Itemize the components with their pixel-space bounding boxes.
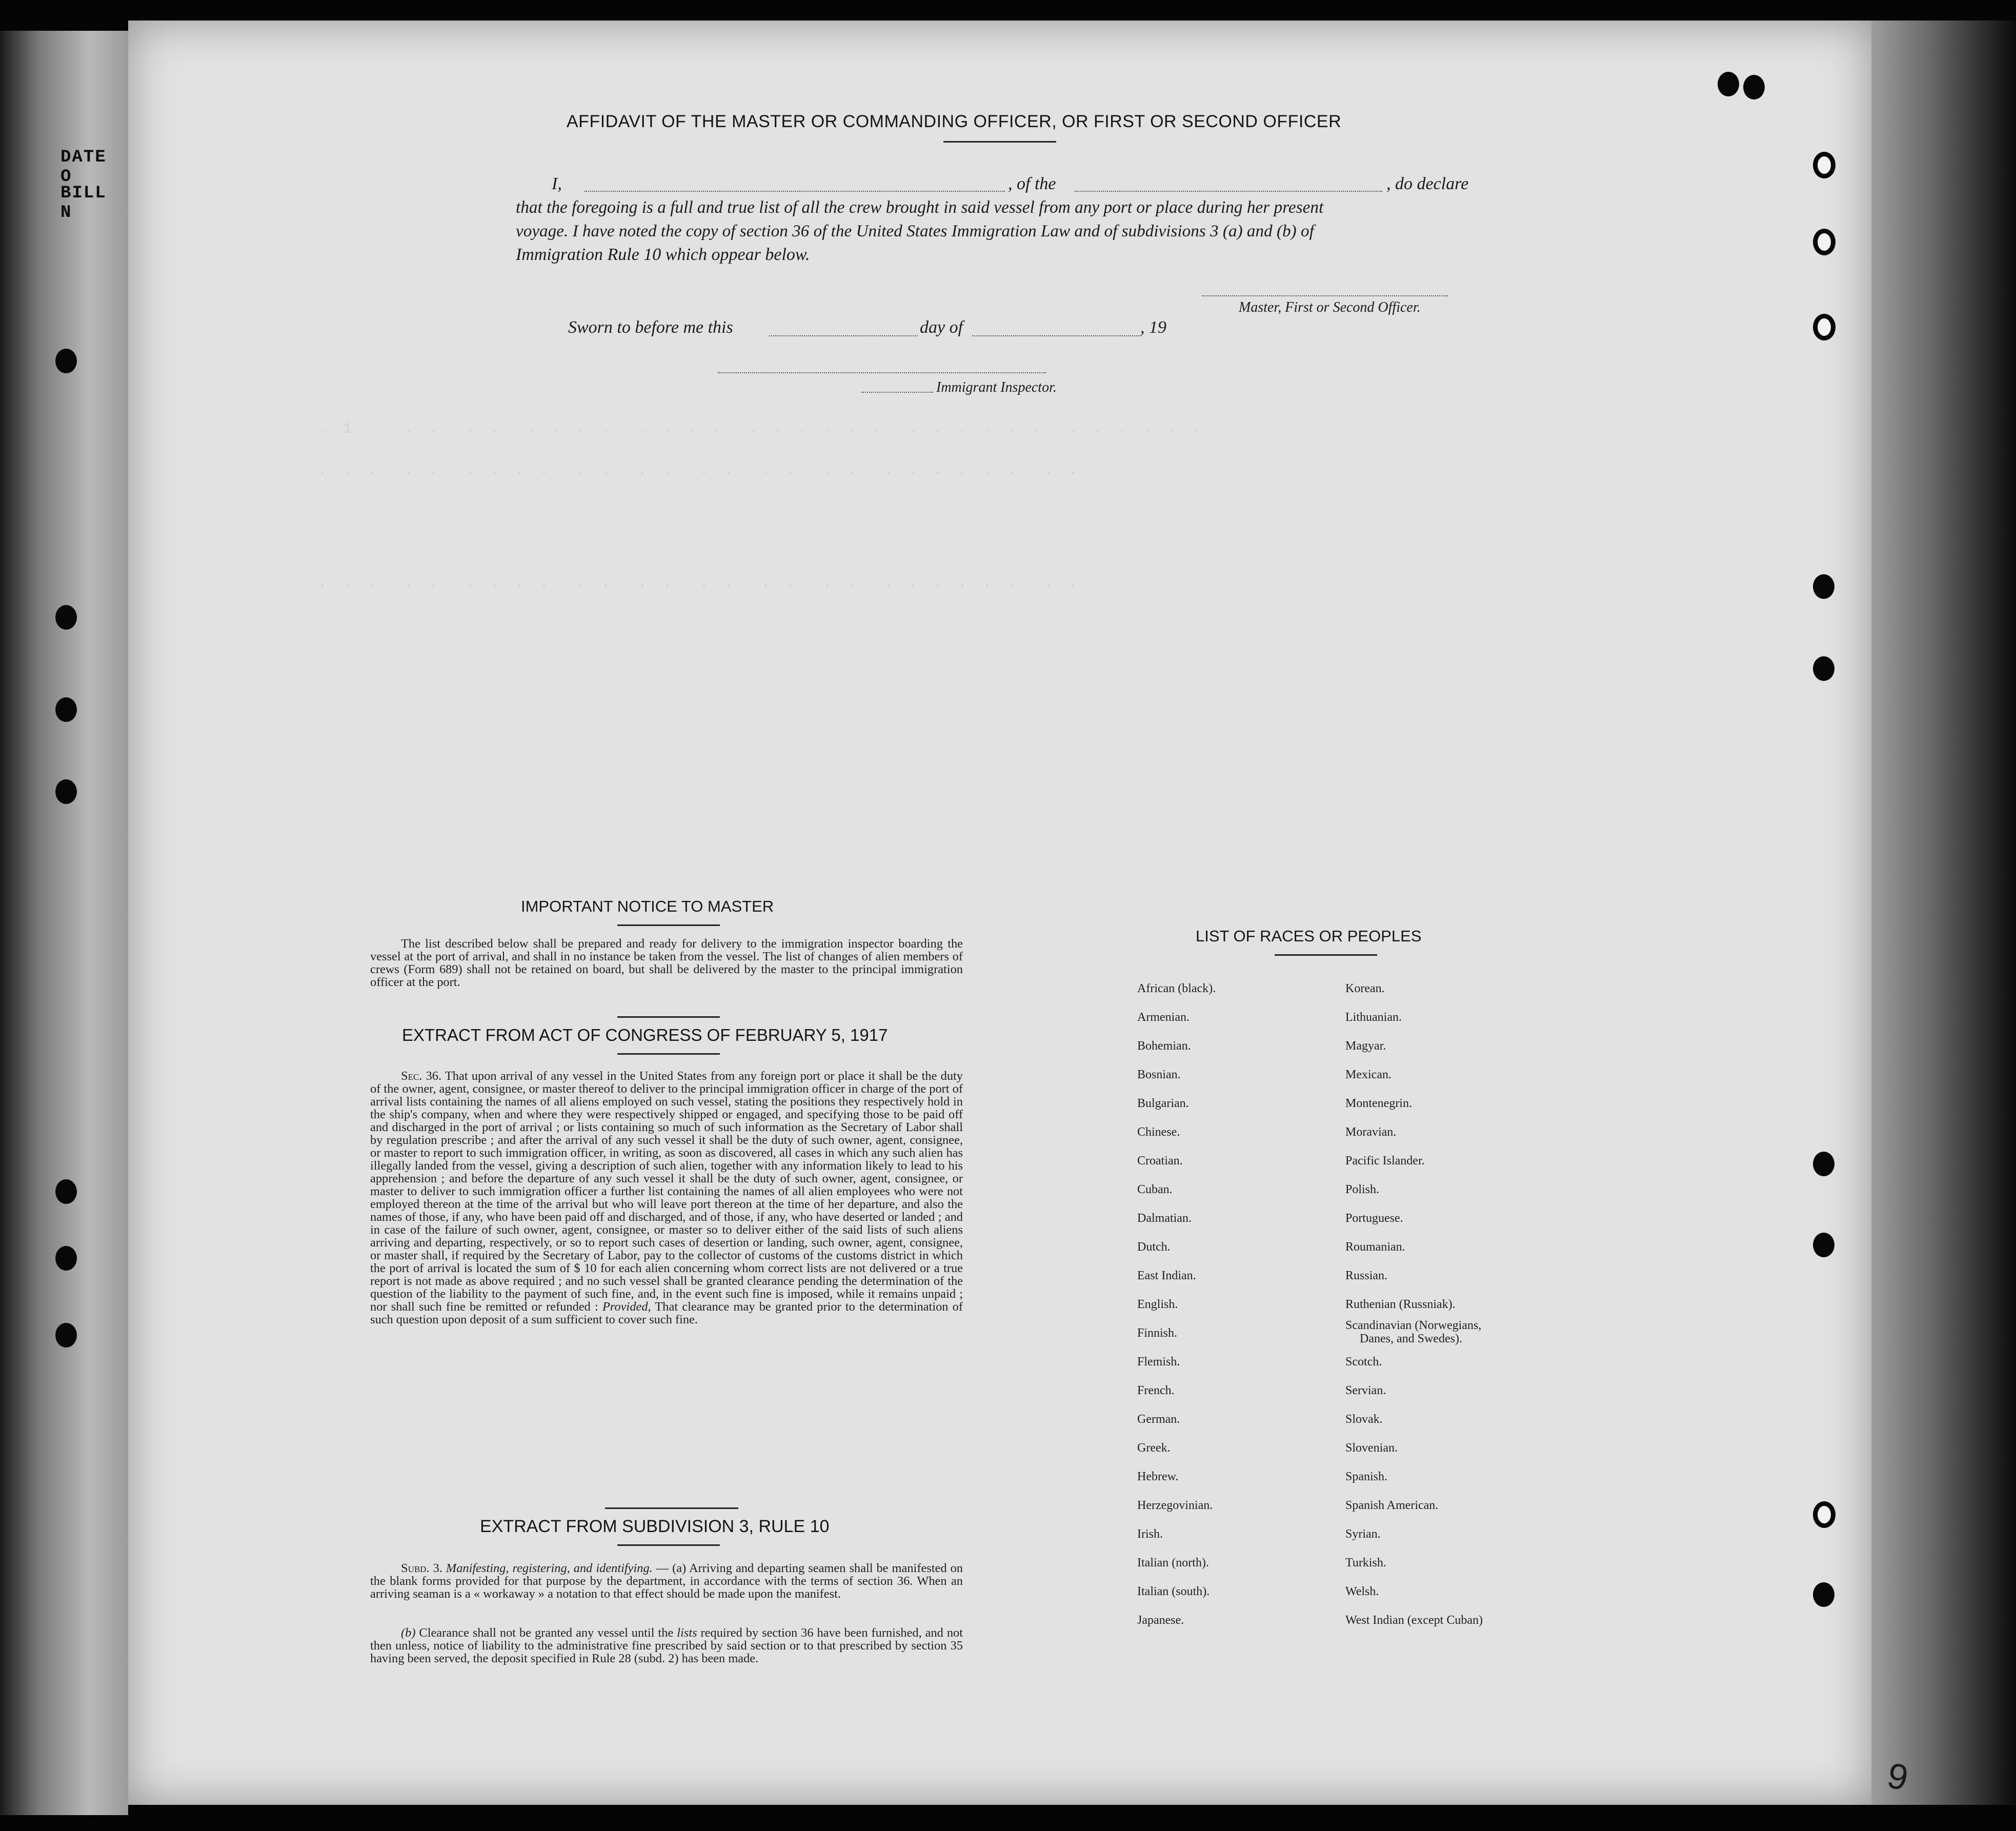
binder-hole	[55, 605, 77, 630]
race-item: Spanish.	[1345, 1470, 1388, 1483]
race-item: Dutch.	[1137, 1240, 1171, 1254]
race-item: Bosnian.	[1137, 1068, 1181, 1081]
race-item: Russian.	[1345, 1269, 1388, 1282]
race-item: East Indian.	[1137, 1269, 1196, 1282]
binder-hole	[1718, 72, 1739, 96]
inspector-signature-blank-2[interactable]	[861, 392, 933, 393]
race-item: Hebrew.	[1137, 1470, 1179, 1483]
notice-underline	[617, 924, 720, 926]
race-item: Italian (north).	[1137, 1556, 1209, 1570]
binder-hole	[55, 1246, 77, 1271]
race-item: Dalmatian.	[1137, 1212, 1192, 1225]
race-item: Servian.	[1345, 1384, 1386, 1397]
race-item: Croatian.	[1137, 1154, 1183, 1168]
edge-text-date: DATE O	[61, 148, 107, 187]
binder-hole	[1813, 314, 1836, 340]
race-item: Pacific Islander.	[1345, 1154, 1425, 1168]
race-item: Japanese.	[1137, 1614, 1184, 1627]
binder-hole	[55, 779, 77, 804]
act-bottom-rule	[605, 1507, 738, 1509]
race-item: Greek.	[1137, 1441, 1171, 1455]
race-item: Chinese.	[1137, 1125, 1180, 1139]
month-blank[interactable]	[972, 335, 1141, 336]
notice-title: IMPORTANT NOTICE TO MASTER	[521, 897, 774, 915]
title-underline	[943, 141, 1056, 143]
race-item: Cuban.	[1137, 1183, 1173, 1196]
race-item: Bohemian.	[1137, 1039, 1191, 1053]
binder-hole	[1813, 1582, 1834, 1607]
act-title: EXTRACT FROM ACT OF CONGRESS OF FEBRUARY 5, 1917	[402, 1025, 888, 1044]
rule10-subd-b: (b) Clearance shall not be granted any vessel until the lists required by section 36 have been furnished, and not then unless, notice of liability to the administrative fine prescribed by said section or to that prescribed by section 35 having been served, the deposit specified in Rule 28 (subd. 2) has been made.	[370, 1626, 963, 1665]
binder-hole	[1813, 229, 1836, 255]
race-item: Herzegovinian.	[1137, 1499, 1213, 1512]
year-text: , 19	[1140, 318, 1166, 337]
binder-hole	[55, 1323, 77, 1347]
binder-hole	[55, 349, 77, 373]
binder-hole	[1813, 1152, 1834, 1176]
master-signature-label: Master, First or Second Officer.	[1239, 299, 1421, 315]
race-item: Roumanian.	[1345, 1240, 1405, 1254]
race-item: Armenian.	[1137, 1011, 1190, 1024]
act-underline	[617, 1053, 720, 1055]
vessel-blank[interactable]	[1075, 191, 1382, 192]
rule10-title: EXTRACT FROM SUBDIVISION 3, RULE 10	[480, 1517, 830, 1536]
day-of-text: day of	[920, 318, 963, 337]
race-item-scandinavian: Scandinavian (Norwegians, Danes, and Swedes).	[1345, 1319, 1482, 1345]
act-section-36-text: Sec. 36. That upon arrival of any vessel in the United States from any foreign port or place it shall be the duty of the owner, agent, consignee, or master thereof to deliver to the principal immigration officer in charge of the port of arrival lists containing the names of all aliens employed on such vessel, stating the positions they respectively hold in the ship's company, when and where they were respectively shipped or engaged, and specifying those to be paid off and discharged in the port of arrival ; or lists containing so much of such information as the Secretary of Labor shall by regulation prescribe ; and after the arrival of any such vessel it shall be the duty of such owner, agent, consignee, or master to report to such immigration officer, in writing, as soon as discovered, all cases in which any such alien has illegally landed from the vessel, giving a description of such alien, together with any information likely to lead to his apprehension ; and before the departure of any such vessel it shall be the duty of such owner, agent, consignee, or master to deliver to such immigration officer a further list containing the names of all alien employees who were not employed thereon at the time of the arrival but who will leave port thereon at the time of her departure, and also the names of those, if any, who have been paid off and discharged, and of those, if any, who have deserted or landed ; and in case of the failure of such owner, agent, consignee, or master so to deliver either of the said lists of such aliens arriving and departing, respectively, or so to report such cases of desertion or landing, such owner, agent, consignee, or master shall, if required by the Secretary of Labor, pay to the collector of customs of the customs district in which the port of arrival is located the sum of $ 10 for each alien concerning whom correct lists are not delivered or a true report is not made as above required ; and no such vessel shall be granted clearance pending the determination of the question of the liability to the payment of such fine, and, in the event such fine is imposed, while it remains unpaid ; nor shall such fine be remitted or refunded : Provided, That clearance may be granted prior to the determination of such question upon deposit of a sum sufficient to cover such fine.	[370, 1069, 963, 1326]
race-item: Bulgarian.	[1137, 1097, 1189, 1110]
race-item: Irish.	[1137, 1527, 1163, 1541]
binder-hole	[55, 697, 77, 722]
day-blank[interactable]	[769, 335, 918, 336]
races-underline	[1275, 954, 1377, 956]
sworn-text: Sworn to before me this	[568, 318, 733, 337]
affidavit-do-declare: , do declare	[1386, 174, 1469, 193]
inspector-label: Immigrant Inspector.	[936, 379, 1057, 395]
binder-hole	[1743, 75, 1765, 99]
binder-hole	[1813, 574, 1834, 599]
signature-blank[interactable]	[1202, 295, 1448, 296]
affidavit-line-3: voyage. I have noted the copy of section 36 of the United States Immigration Law and of subdivisions 3 (a) and (b) of	[516, 222, 1314, 240]
race-item: Korean.	[1345, 982, 1385, 995]
notice-bottom-rule	[617, 1016, 720, 1018]
affidavit-i: I,	[552, 174, 562, 193]
right-page-edge	[1871, 21, 2016, 1805]
race-item: Turkish.	[1345, 1556, 1386, 1570]
races-title: LIST OF RACES OR PEOPLES	[1196, 927, 1422, 945]
show-through-text: . 1 . . . . . . . . . . . . . . . . . . . . . . . . . . . . . . .	[318, 420, 1204, 438]
show-through-text: . . . . . . . . . . . . . . . . . . . . . . . . . . .	[318, 574, 1081, 592]
affidavit-line-2: that the foregoing is a full and true list of all the crew brought in said vessel from any port or place during her present	[516, 198, 1324, 217]
handwritten-page-number: 9	[1884, 1755, 1912, 1799]
binder-hole	[1813, 1233, 1834, 1257]
inspector-signature-blank[interactable]	[718, 372, 1046, 373]
race-item: Slovenian.	[1345, 1441, 1398, 1455]
rule10-underline	[617, 1544, 720, 1546]
form-paper	[128, 21, 1871, 1805]
edge-text-bill: BILL N	[61, 184, 107, 223]
binder-hole	[1813, 1501, 1836, 1528]
show-through-text: . . . . . . . . . . . . . . . . . . . . . . . . . . .	[318, 461, 1081, 479]
race-item: African (black).	[1137, 982, 1216, 995]
race-item: Slovak.	[1345, 1413, 1383, 1426]
affidavit-line-4: Immigration Rule 10 which oppear below.	[516, 245, 810, 264]
race-item: Magyar.	[1345, 1039, 1386, 1053]
race-item: Ruthenian (Russniak).	[1345, 1298, 1456, 1311]
race-item: English.	[1137, 1298, 1178, 1311]
race-item: French.	[1137, 1384, 1175, 1397]
race-item: German.	[1137, 1413, 1180, 1426]
race-item: Italian (south).	[1137, 1585, 1210, 1598]
binder-hole	[55, 1179, 77, 1204]
name-blank[interactable]	[584, 191, 1005, 192]
race-item: Spanish American.	[1345, 1499, 1439, 1512]
affidavit-title: AFFIDAVIT OF THE MASTER OR COMMANDING OFFICER, OR FIRST OR SECOND OFFICER	[567, 112, 1342, 131]
left-adjacent-page-strip	[0, 31, 128, 1815]
race-item: Lithuanian.	[1345, 1011, 1402, 1024]
binder-hole	[1813, 152, 1836, 178]
races-column-2	[1345, 974, 1483, 1635]
race-item: Moravian.	[1345, 1125, 1397, 1139]
race-item: West Indian (except Cuban)	[1345, 1614, 1483, 1627]
race-item: Portuguese.	[1345, 1212, 1403, 1225]
race-item: Flemish.	[1137, 1355, 1180, 1369]
race-item: Welsh.	[1345, 1585, 1379, 1598]
binder-hole	[1813, 656, 1834, 681]
race-item: Finnish.	[1137, 1326, 1178, 1340]
race-item: Polish.	[1345, 1183, 1380, 1196]
race-item: Scotch.	[1345, 1355, 1382, 1369]
notice-text: The list described below shall be prepared and ready for delivery to the immigration inspector boarding the vessel at the port of arrival, and shall in no instance be taken from the vessel. The list of changes of alien members of crews (Form 689) shall not be retained on board, but shall be delivered by the master to the principal immigration officer at the port.	[370, 937, 963, 989]
race-item: Syrian.	[1345, 1527, 1381, 1541]
rule10-subd-a: Subd. 3. Manifesting, registering, and identifying. — (a) Arriving and departing seamen shall be manifested on the blank forms provided for that purpose by the department, in accordance with the terms of section 36. When an arriving seaman is a « workaway » a notation to that effect should be made upon the manifest.	[370, 1561, 963, 1601]
race-item: Montenegrin.	[1345, 1097, 1412, 1110]
affidavit-of-the: , of the	[1008, 174, 1056, 193]
races-column-1	[1137, 974, 1216, 1635]
race-item: Mexican.	[1345, 1068, 1392, 1081]
